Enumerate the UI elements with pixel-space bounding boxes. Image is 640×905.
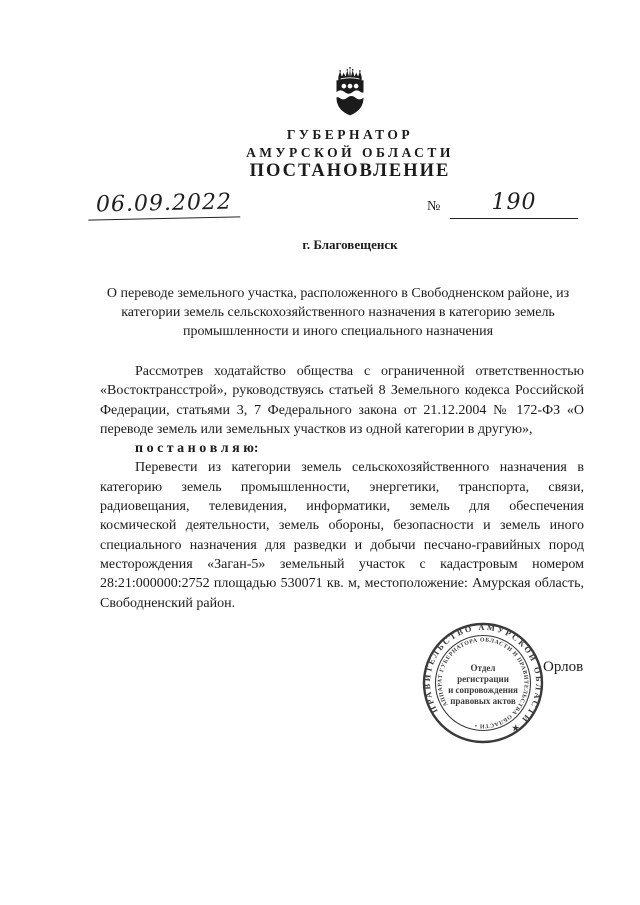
enacting-word: п о с т а н о в л я ю: bbox=[135, 441, 259, 457]
stamp-inner-ring-text: АППАРАТ ГУБЕРНАТОРА ОБЛАСТИ И ПРАВИТЕЛЬСТВА ОБЛАСТИ • bbox=[437, 637, 529, 729]
authority-name-line2: АМУРСКОЙ ОБЛАСТИ bbox=[246, 145, 454, 160]
registration-stamp-seal bbox=[418, 618, 548, 748]
number-handwritten-field: 190 bbox=[450, 190, 578, 219]
document-body bbox=[100, 362, 584, 613]
preamble-paragraph: Рассмотрев ходатайство общества с ограниченной ответственностью «Востоктрансстрой», руководствуясь статьей 8 Земельного кодекса Российской Федерации, статьями 3, 7 Федерального закона от 21.12.2004 № 172-ФЗ «О переводе земель или земельных участков из одной категории в другую», bbox=[100, 364, 584, 437]
amur-oblast-coat-of-arms-icon bbox=[332, 66, 368, 118]
stamp-center-line4: правовых актов bbox=[450, 696, 516, 706]
number-sign-label: № bbox=[427, 199, 441, 214]
stamp-outer-ring-text: ПРАВИТЕЛЬСТВО АМУРСКОЙ ОБЛАСТИ ★ bbox=[422, 622, 544, 736]
place-of-issue: г. Благовещенск bbox=[302, 237, 398, 252]
signer-name: Орлов bbox=[543, 659, 584, 675]
date-handwritten-field: 06.09.2022 bbox=[88, 189, 241, 220]
document-title: О переводе земельного участка, расположенного в Свободненском районе, из категории земель сельскохозяйственного назначения в категорию земель промышленности и иного специального назначения bbox=[106, 286, 570, 339]
stamp-center-line3: и сопровождения bbox=[448, 685, 518, 695]
authority-name-line1: ГУБЕРНАТОР bbox=[286, 127, 414, 142]
stamp-center-line1: Отдел bbox=[470, 663, 496, 673]
resolution-paragraph: Перевести из категории земель сельскохозяйственного назначения в категорию земель промышленности, энергетики, транспорта, связи, радиовещания, телевидения, информатики, земель для обеспечения космической деятельности, земель обороны, безопасности и земель иного специального назначения для разведки и добычи песчано-гравийных пород месторождения «Заган-5» земельный участок с кадастровым номером 28:21:000000:2752 площадью 530071 кв. м, местоположение: Амурская область, Свободненский район. bbox=[100, 460, 584, 611]
stamp-center-line2: регистрации bbox=[457, 674, 509, 684]
document-type-heading: ПОСТАНОВЛЕНИЕ bbox=[249, 161, 451, 181]
